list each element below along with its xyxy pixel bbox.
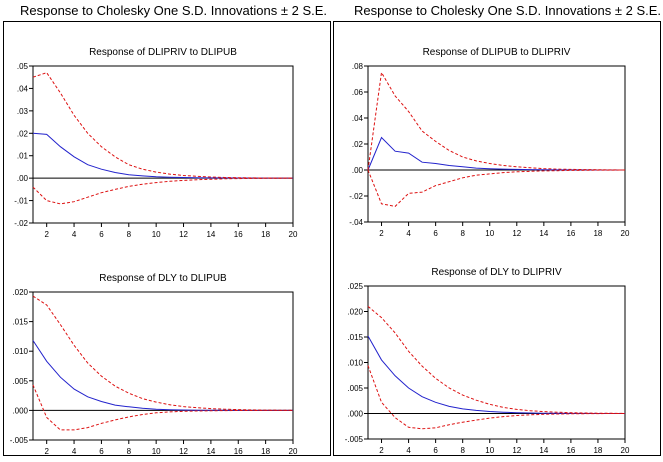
lower-band-line bbox=[368, 170, 625, 206]
y-tick-label: .000 bbox=[12, 406, 28, 416]
x-tick-label: 16 bbox=[566, 446, 576, 455]
chart-dlipub-to-dlipriv bbox=[349, 47, 630, 238]
x-tick-label: 10 bbox=[485, 446, 495, 455]
chart-dly-to-dlipub bbox=[10, 273, 298, 456]
y-tick-label: .020 bbox=[12, 288, 28, 297]
x-tick-label: 14 bbox=[539, 229, 549, 238]
y-tick-label: .06 bbox=[351, 88, 363, 97]
figure-title-right: Response to Cholesky One S.D. Innovations ± 2 S.E. bbox=[354, 3, 662, 18]
y-tick-label: .00 bbox=[351, 166, 363, 175]
upper-band-line bbox=[33, 296, 293, 410]
y-tick-label: -.04 bbox=[349, 218, 363, 227]
x-tick-label: 10 bbox=[485, 229, 495, 238]
y-tick-label: .04 bbox=[16, 84, 28, 94]
y-tick-label: .010 bbox=[12, 347, 28, 357]
x-tick-label: 2 bbox=[44, 447, 49, 456]
plot-area bbox=[33, 292, 293, 440]
y-tick-label: .04 bbox=[351, 114, 363, 123]
y-tick-label: .08 bbox=[351, 62, 363, 71]
x-tick-label: 4 bbox=[71, 230, 77, 239]
y-tick-label: .020 bbox=[347, 307, 363, 317]
x-tick-label: 4 bbox=[406, 229, 411, 238]
y-tick-label: .01 bbox=[16, 151, 28, 161]
y-tick-label: -.02 bbox=[349, 192, 363, 201]
y-tick-label: .02 bbox=[16, 129, 28, 139]
x-tick-label: 20 bbox=[620, 229, 630, 238]
lower-band-line bbox=[33, 178, 293, 204]
y-tick-label: .03 bbox=[16, 106, 28, 116]
y-tick-label: .00 bbox=[16, 174, 28, 184]
y-tick-label: .015 bbox=[12, 317, 28, 327]
x-tick-label: 6 bbox=[99, 447, 104, 456]
x-tick-label: 16 bbox=[233, 447, 243, 456]
y-tick-label: -.005 bbox=[344, 435, 363, 444]
x-tick-label: 4 bbox=[71, 447, 77, 456]
x-tick-label: 16 bbox=[233, 230, 243, 239]
y-tick-label: .05 bbox=[16, 62, 28, 71]
x-tick-label: 12 bbox=[512, 446, 522, 455]
x-tick-label: 14 bbox=[539, 446, 549, 455]
y-tick-label: .005 bbox=[347, 384, 363, 393]
x-tick-label: 14 bbox=[206, 230, 216, 239]
response-line bbox=[33, 133, 293, 178]
chart-dlipriv-to-dlipub bbox=[14, 47, 298, 239]
x-tick-label: 2 bbox=[379, 229, 384, 238]
x-tick-label: 18 bbox=[261, 230, 271, 239]
x-tick-label: 8 bbox=[460, 446, 465, 455]
response-line bbox=[368, 336, 625, 414]
x-tick-label: 2 bbox=[44, 230, 49, 239]
lower-band-line bbox=[368, 366, 625, 429]
y-tick-label: -.01 bbox=[14, 196, 28, 206]
figure-title-left: Response to Cholesky One S.D. Innovations ± 2 S.E. bbox=[20, 3, 328, 18]
x-tick-label: 20 bbox=[620, 446, 630, 455]
x-tick-label: 8 bbox=[460, 229, 465, 238]
response-line bbox=[33, 341, 293, 411]
x-tick-label: 10 bbox=[151, 230, 161, 239]
x-tick-label: 6 bbox=[433, 229, 438, 238]
x-tick-label: 8 bbox=[126, 230, 132, 239]
upper-band-line bbox=[368, 306, 625, 413]
y-tick-label: .02 bbox=[351, 140, 363, 149]
y-tick-label: -.02 bbox=[14, 219, 28, 228]
x-tick-label: 16 bbox=[566, 229, 576, 238]
y-tick-label: -.005 bbox=[9, 436, 28, 445]
y-tick-label: .015 bbox=[347, 333, 363, 342]
y-tick-label: .010 bbox=[347, 358, 363, 368]
y-tick-label: .005 bbox=[12, 376, 28, 386]
x-tick-label: 20 bbox=[288, 230, 298, 239]
chart-title: Response of DLY to DLIPUB bbox=[99, 273, 227, 284]
upper-band-line bbox=[33, 73, 293, 178]
x-tick-label: 18 bbox=[261, 447, 271, 456]
y-tick-label: .025 bbox=[347, 282, 363, 291]
lower-band-line bbox=[33, 385, 293, 430]
plot-area bbox=[33, 66, 293, 223]
x-tick-label: 6 bbox=[433, 446, 438, 455]
x-tick-label: 4 bbox=[406, 446, 411, 455]
x-tick-label: 20 bbox=[288, 447, 298, 456]
x-tick-label: 14 bbox=[206, 447, 216, 456]
x-tick-label: 18 bbox=[593, 446, 603, 455]
plot-area bbox=[368, 66, 625, 222]
chart-dly-to-dlipriv bbox=[345, 267, 630, 455]
y-tick-label: .000 bbox=[347, 409, 363, 419]
x-tick-label: 6 bbox=[99, 230, 104, 239]
upper-band-line bbox=[368, 73, 625, 171]
chart-title: Response of DLIPUB to DLIPRIV bbox=[422, 47, 571, 58]
chart-title: Response of DLIPRIV to DLIPUB bbox=[89, 47, 237, 58]
x-tick-label: 12 bbox=[179, 447, 188, 456]
x-tick-label: 8 bbox=[126, 447, 132, 456]
x-tick-label: 2 bbox=[379, 446, 384, 455]
x-tick-label: 10 bbox=[151, 447, 161, 456]
plot-area bbox=[368, 286, 625, 439]
x-tick-label: 18 bbox=[593, 229, 603, 238]
response-line bbox=[368, 138, 625, 171]
x-tick-label: 12 bbox=[512, 229, 522, 238]
x-tick-label: 12 bbox=[179, 230, 188, 239]
chart-title: Response of DLY to DLIPRIV bbox=[431, 267, 562, 278]
